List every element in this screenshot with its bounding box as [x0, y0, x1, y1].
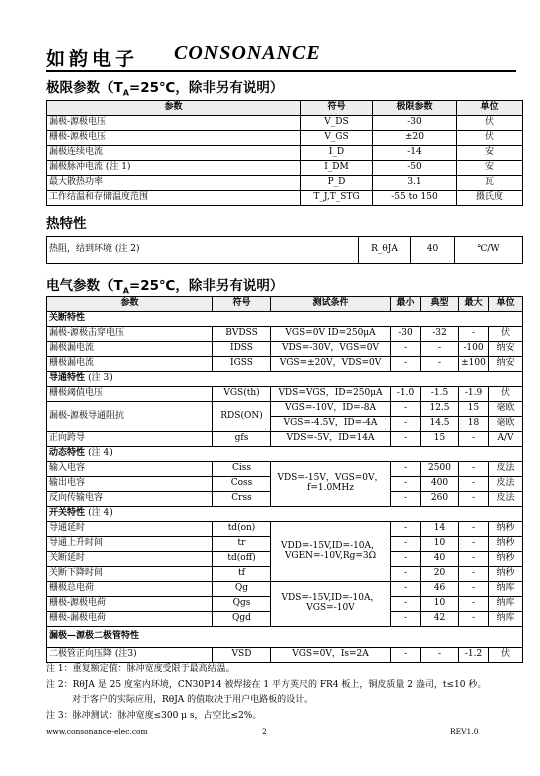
note-line: 注 3：脉冲测试：脉冲宽度≤300 μ s，占空比≤2%。: [46, 710, 262, 721]
cell: -: [459, 477, 489, 492]
cell: 栅极-漏极电荷: [47, 612, 213, 627]
cell: 正向跨导: [47, 432, 213, 447]
cell: 输出电容: [47, 477, 213, 492]
col-header: 符号: [213, 297, 271, 312]
table-row: [47, 342, 523, 357]
cell: V_GS: [301, 131, 373, 146]
cell: 漏极连续电流: [47, 146, 301, 161]
cell: 纳库: [489, 612, 523, 627]
cell: VGS=0V ID=250μA: [271, 327, 391, 342]
cell: 纳秒: [489, 552, 523, 567]
footer-url[interactable]: www.consonance-elec.com: [46, 727, 148, 736]
cell: VDS=VGS，ID=250μA: [271, 387, 391, 402]
cell: 安: [457, 146, 523, 161]
table-row: [47, 161, 523, 176]
cell: VGS=0V，Is=2A: [271, 648, 391, 663]
cell: -: [391, 612, 421, 627]
group-label: 漏极—源极二极管特性: [47, 627, 523, 648]
col-header: 最小: [391, 297, 421, 312]
cell: VDS=-30V，VGS=0V: [271, 342, 391, 357]
header-rule: [46, 70, 516, 72]
table-row: [47, 146, 523, 161]
cell: 18: [459, 417, 489, 432]
cell: -30: [373, 116, 457, 131]
col-header: 符号: [301, 101, 373, 116]
cell: I_DM: [301, 161, 373, 176]
cell: tf: [213, 567, 271, 582]
group-label: 动态特性 (注 4): [47, 447, 523, 462]
cell: -: [391, 417, 421, 432]
cell: RDS(ON): [213, 402, 271, 432]
cell: 纳秒: [489, 522, 523, 537]
cell: -: [391, 597, 421, 612]
cell: -30: [391, 327, 421, 342]
group-label: 开关特性 (注 4): [47, 507, 523, 522]
cell: 漏极-源极导通阻抗: [47, 402, 213, 432]
cell: BVDSS: [213, 327, 271, 342]
section-title-elec: 电气参数（$T_A=25℃$，除非另有说明）: [46, 278, 284, 296]
col-header: 极限参数: [373, 101, 457, 116]
group-label: 关断特性: [47, 312, 523, 327]
cell: 10: [421, 597, 459, 612]
group-row: [47, 507, 523, 522]
cell: -: [391, 648, 421, 663]
cell: 伏: [457, 131, 523, 146]
test-condition: VDS=-15V，VGS=0V，f=1.0MHz: [271, 462, 391, 507]
cell: -: [391, 567, 421, 582]
cell: IDSS: [213, 342, 271, 357]
cell: 20: [421, 567, 459, 582]
cell: gfs: [213, 432, 271, 447]
group-label: 导通特性 (注 3): [47, 372, 523, 387]
cell: 漏极脉冲电流 (注 1): [47, 161, 301, 176]
cell: 毫欧: [489, 417, 523, 432]
group-row: [47, 372, 523, 387]
cell: 皮法: [489, 462, 523, 477]
group-row: [47, 627, 523, 648]
elec-table: [46, 296, 523, 663]
cell: 反向传输电容: [47, 492, 213, 507]
cell: 10: [421, 537, 459, 552]
cell: 输入电容: [47, 462, 213, 477]
abs-body: [47, 116, 523, 206]
cell: -100: [459, 342, 489, 357]
cell: -: [459, 567, 489, 582]
col-header: 典型: [421, 297, 459, 312]
thermal-label: 热阻，结到环境 (注 2): [47, 237, 359, 264]
cell: -: [459, 492, 489, 507]
thermal-symbol: R_θJA: [359, 237, 411, 264]
cell: 漏极-源极击穿电压: [47, 327, 213, 342]
table-header-row: [47, 101, 523, 116]
note-line: 对于客户的实际应用，RθJA 的值取决于用户电路板的设计。: [72, 695, 314, 705]
cell: 伏: [489, 327, 523, 342]
cell: -: [421, 648, 459, 663]
cell: -: [391, 342, 421, 357]
col-header: 单位: [489, 297, 523, 312]
table-row: [47, 176, 523, 191]
cell: tr: [213, 537, 271, 552]
cell: VGS(th): [213, 387, 271, 402]
cell: -: [391, 582, 421, 597]
cell: 14: [421, 522, 459, 537]
cell: 纳库: [489, 582, 523, 597]
col-header: 参数: [47, 101, 301, 116]
cell: 260: [421, 492, 459, 507]
abs-max-table: [46, 100, 523, 206]
cell: 纳安: [489, 357, 523, 372]
cell: -: [459, 537, 489, 552]
cell: 40: [421, 552, 459, 567]
notes: [46, 662, 522, 724]
cell: -: [421, 357, 459, 372]
table-row: [47, 582, 523, 597]
cell: td(off): [213, 552, 271, 567]
cell: 导通上升时间: [47, 537, 213, 552]
cell: IGSS: [213, 357, 271, 372]
cell: -14: [373, 146, 457, 161]
cell: Ciss: [213, 462, 271, 477]
cell: 栅极阈值电压: [47, 387, 213, 402]
table-row: [47, 237, 523, 264]
cell: 皮法: [489, 492, 523, 507]
cell: -1.0: [391, 387, 421, 402]
cell: td(on): [213, 522, 271, 537]
cell: 最大散热功率: [47, 176, 301, 191]
cell: 关断下降时间: [47, 567, 213, 582]
table-row: [47, 327, 523, 342]
cell: 2500: [421, 462, 459, 477]
cell: 46: [421, 582, 459, 597]
cell: VDS=-5V，ID=14A: [271, 432, 391, 447]
cell: 关断延时: [47, 552, 213, 567]
table-header-row: [47, 297, 523, 312]
table-row: [47, 402, 523, 417]
cell: ±20: [373, 131, 457, 146]
cell: 毫欧: [489, 402, 523, 417]
thermal-unit: ℃/W: [455, 237, 523, 264]
cell: -: [421, 342, 459, 357]
cell: ±100: [459, 357, 489, 372]
cell: -: [391, 537, 421, 552]
cell: Qgs: [213, 597, 271, 612]
cell: 纳秒: [489, 567, 523, 582]
thermal-value: 40: [411, 237, 455, 264]
table-row: [47, 432, 523, 447]
group-row: [47, 447, 523, 462]
cell: -: [391, 492, 421, 507]
cell: -: [459, 552, 489, 567]
cell: -: [459, 597, 489, 612]
cell: 安: [457, 161, 523, 176]
cell: 导通延时: [47, 522, 213, 537]
cell: VGS=±20V，VDS=0V: [271, 357, 391, 372]
col-header: 测试条件: [271, 297, 391, 312]
cell: V_DS: [301, 116, 373, 131]
cell: 瓦: [457, 176, 523, 191]
footer-page-number: 2: [262, 727, 267, 736]
cell: 3.1: [373, 176, 457, 191]
cell: 漏极-源极电压: [47, 116, 301, 131]
test-condition: VDS=-15V,ID=-10A，VGS=-10V: [271, 582, 391, 627]
company-name-cn: 如韵电子: [46, 48, 139, 70]
cell: 15: [459, 402, 489, 417]
thermal-table: [46, 236, 523, 264]
cell: 15: [421, 432, 459, 447]
table-row: [47, 191, 523, 206]
cell: 工作结温和存储温度范围: [47, 191, 301, 206]
cell: 摄氏度: [457, 191, 523, 206]
col-header: 最大: [459, 297, 489, 312]
cell: -: [391, 402, 421, 417]
cell: Qgd: [213, 612, 271, 627]
cell: -: [391, 432, 421, 447]
table-row: [47, 131, 523, 146]
cell: -: [459, 462, 489, 477]
cell: A/V: [489, 432, 523, 447]
table-row: [47, 387, 523, 402]
footer-revision: REV1.0: [450, 727, 479, 736]
page-header: [46, 40, 506, 72]
cell: Coss: [213, 477, 271, 492]
note-line: 注 1：重复额定值：脉冲宽度受限于最高结温。: [46, 664, 235, 674]
cell: -: [391, 522, 421, 537]
table-row: [47, 462, 523, 477]
cell: -1.9: [459, 387, 489, 402]
cell: VGS=-4.5V，ID=-4A: [271, 417, 391, 432]
group-row: [47, 312, 523, 327]
section-title-thermal: 热特性: [46, 216, 87, 232]
cell: 漏极漏电流: [47, 342, 213, 357]
table-row: [47, 522, 523, 537]
cell: -: [459, 522, 489, 537]
cell: 42: [421, 612, 459, 627]
cell: I_D: [301, 146, 373, 161]
cell: 纳安: [489, 342, 523, 357]
cell: -: [459, 582, 489, 597]
col-header: 单位: [457, 101, 523, 116]
table-row: [47, 116, 523, 131]
cell: -: [459, 612, 489, 627]
cell: -: [391, 357, 421, 372]
cell: -50: [373, 161, 457, 176]
cell: 12.5: [421, 402, 459, 417]
cell: P_D: [301, 176, 373, 191]
company-name-en: CONSONANCE: [174, 42, 321, 64]
section-title-abs: 极限参数（$T_A=25℃$，除非另有说明）: [46, 80, 284, 98]
cell: 栅极-源极电压: [47, 131, 301, 146]
cell: T_J,T_STG: [301, 191, 373, 206]
cell: 14.5: [421, 417, 459, 432]
table-row: [47, 648, 523, 663]
cell: 伏: [489, 387, 523, 402]
col-header: 参数: [47, 297, 213, 312]
cell: -32: [421, 327, 459, 342]
cell: 二极管正向压降 (注3): [47, 648, 213, 663]
cell: Crss: [213, 492, 271, 507]
cell: 栅极-源极电荷: [47, 597, 213, 612]
cell: -1.5: [421, 387, 459, 402]
cell: -: [459, 327, 489, 342]
cell: VSD: [213, 648, 271, 663]
note-line: 注 2：RθJA 是 25 度室内环境，CN30P14 被焊接在 1 平方英尺的 FR4 板上，铜皮质量 2 盎司，t≤10 秒。: [46, 679, 487, 690]
cell: 栅极总电荷: [47, 582, 213, 597]
cell: VGS=-10V，ID=-8A: [271, 402, 391, 417]
cell: -: [391, 477, 421, 492]
cell: -: [391, 462, 421, 477]
cell: 伏: [457, 116, 523, 131]
cell: Qg: [213, 582, 271, 597]
table-row: [47, 357, 523, 372]
cell: 纳库: [489, 597, 523, 612]
cell: 皮法: [489, 477, 523, 492]
cell: -55 to 150: [373, 191, 457, 206]
cell: 栅极漏电流: [47, 357, 213, 372]
test-condition: VDD=-15V,ID=-10A，VGEN=-10V,Rg=3Ω: [271, 522, 391, 582]
cell: 400: [421, 477, 459, 492]
cell: -1.2: [459, 648, 489, 663]
cell: 伏: [489, 648, 523, 663]
cell: 纳秒: [489, 537, 523, 552]
cell: -: [391, 552, 421, 567]
cell: -: [459, 432, 489, 447]
